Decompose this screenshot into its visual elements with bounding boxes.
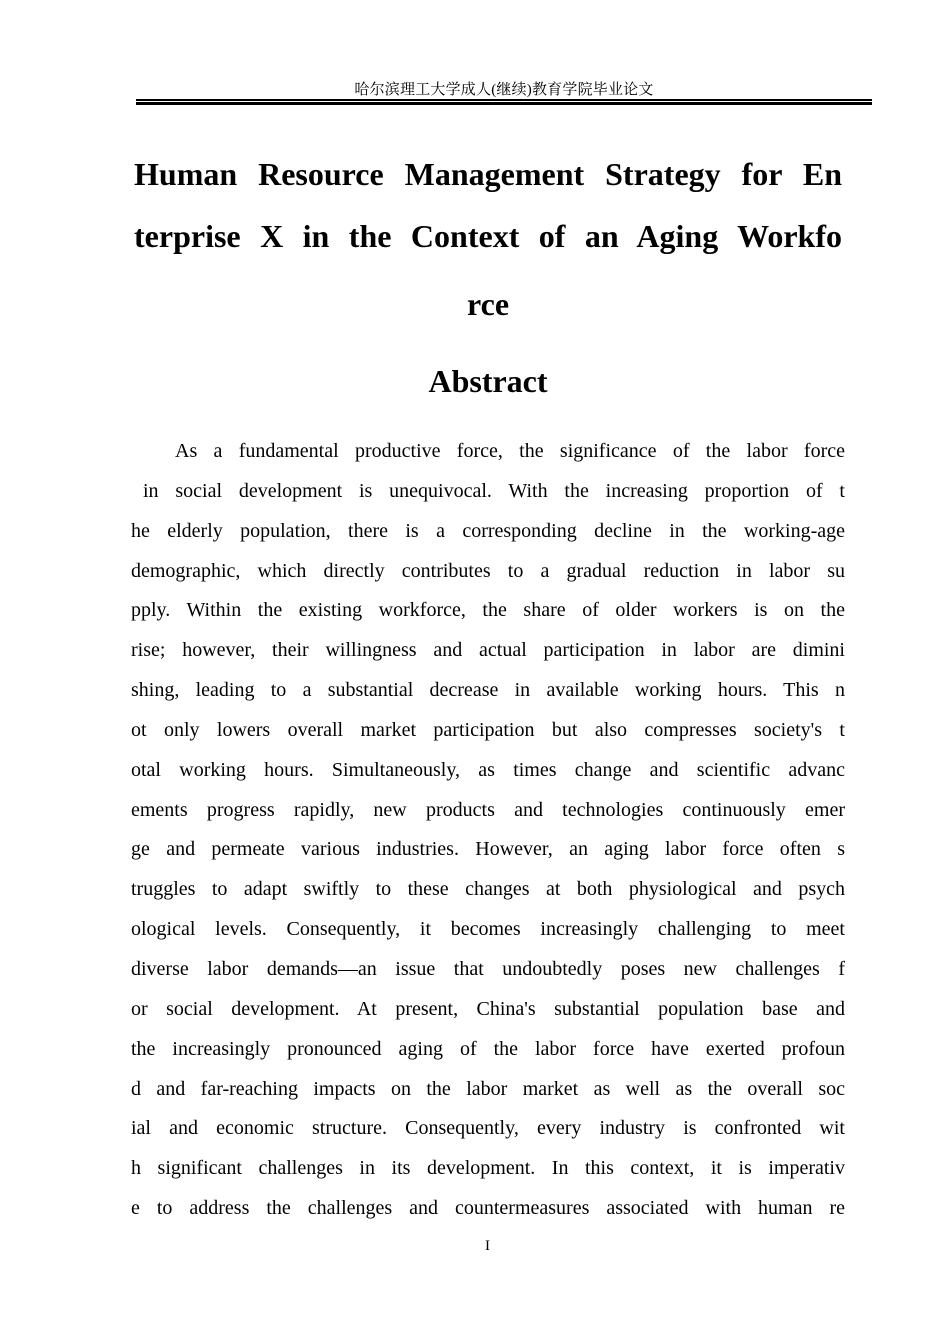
abstract-line: e to address the challenges and countermeasures associated with human re [131,1197,845,1220]
title-line-2: terprise X in the Context of an Aging Workfo [134,218,842,254]
title-line-1: Human Resource Management Strategy for En [134,156,842,192]
abstract-line: ial and economic structure. Consequently, every industry is confronted wit [131,1117,845,1140]
title-line-3: rce [466,286,510,322]
header-rule-thin [136,99,872,101]
abstract-line: he elderly population, there is a corresponding decline in the working-age [131,519,845,542]
abstract-body [131,437,845,1234]
abstract-line: truggles to adapt swiftly to these changes at both physiological and psych [131,878,845,901]
abstract-line: rise; however, their willingness and actual participation in labor are dimini [131,639,845,662]
abstract-line: shing, leading to a substantial decrease in available working hours. This n [131,679,845,702]
abstract-line: in social development is unequivocal. With the increasing proportion of t [143,479,845,502]
abstract-line: ge and permeate various industries. However, an aging labor force often s [131,838,845,861]
abstract-line: demographic, which directly contributes to a gradual reduction in labor su [131,559,845,582]
running-header: 哈尔滨理工大学成人(继续)教育学院毕业论文 [354,82,654,98]
abstract-line: h significant challenges in its development. In this context, it is imperativ [131,1157,845,1180]
abstract-line: or social development. At present, China's substantial population base and [131,997,845,1020]
abstract-line: ot only lowers overall market participation but also compresses society's t [131,718,845,741]
abstract-line: otal working hours. Simultaneously, as times change and scientific advanc [131,758,845,781]
abstract-line: pply. Within the existing workforce, the share of older workers is on the [131,599,845,622]
abstract-line: ements progress rapidly, new products and technologies continuously emer [131,798,845,821]
abstract-line: diverse labor demands—an issue that undoubtedly poses new challenges f [131,957,845,980]
abstract-line: the increasingly pronounced aging of the labor force have exerted profoun [131,1037,845,1060]
abstract-line: ological levels. Consequently, it becomes increasingly challenging to meet [131,918,845,941]
abstract-line: As a fundamental productive force, the significance of the labor force [175,440,845,462]
abstract-line: d and far-reaching impacts on the labor market as well as the overall soc [131,1077,845,1100]
abstract-heading: Abstract [428,363,548,399]
header-rule-thick [136,102,872,105]
page-number: I [485,1238,490,1254]
